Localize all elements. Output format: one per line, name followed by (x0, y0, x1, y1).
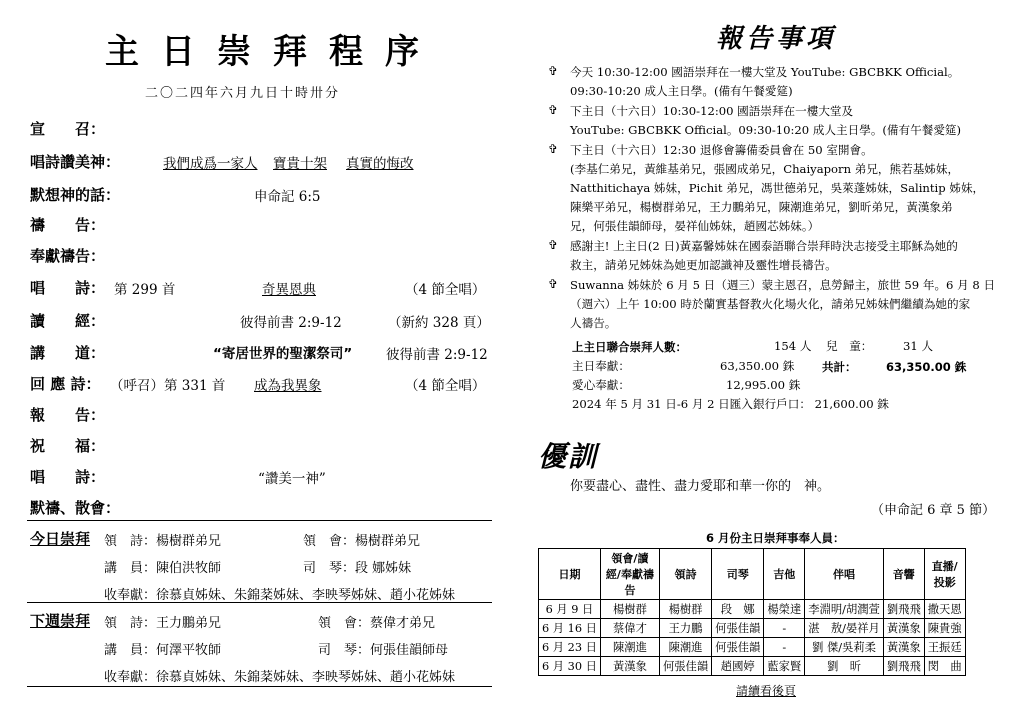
announce-label: 報 告： (30, 406, 106, 424)
reading-label: 讀 經： (30, 312, 106, 330)
hymn2-title: “讚美一神” (258, 471, 326, 487)
sunday-offering: 63,350.00 銖 (720, 359, 795, 373)
duty-cell: 楊樹群 (659, 600, 711, 619)
sermon-label: 講 道： (30, 344, 106, 362)
hymn-number: 第 299 首 (114, 282, 176, 298)
duty-cell: 6 月 23 日 (539, 638, 601, 657)
duty-header-row (539, 549, 966, 600)
duty-cell: 劉 傑/吳莉柔 (805, 638, 884, 657)
duty-cell: 趙國婷 (712, 657, 764, 676)
today-lead-hymn: 領 詩：楊樹群弟兄 (104, 534, 222, 549)
cross-icon: ✞ (548, 103, 559, 117)
duty-cell: 蔡偉才 (600, 619, 659, 638)
next-pianist: 司 琴：何張佳韻師母 (318, 643, 449, 658)
continue-note[interactable]: 請續看後頁 (736, 684, 797, 698)
hymn-label: 唱 詩： (30, 279, 106, 297)
notice-line: Natthitichaya 姊妹，Pichit 弟兄，馮世德弟兄，吳萊蓬姊妹，Salintip 姊妹， (570, 181, 985, 195)
duty-caption: 6 月份主日崇拜事奉人員： (706, 531, 845, 545)
response-title: 成為我異象 (254, 378, 322, 394)
duty-cell: 楊樹群 (600, 600, 659, 619)
duty-cell: 6 月 9 日 (539, 600, 601, 619)
sunday-offering-label: 主日奉獻： (572, 359, 630, 373)
duty-cell: 李淵明/胡潤萱 (805, 600, 884, 619)
reading-ref: 彼得前書 2:9-12 (240, 315, 342, 331)
notice-line: 今天 10:30-12:00 國語崇拜在一樓大堂及 YouTube: GBCBKK Official。 (570, 65, 960, 79)
next-lead-service: 領 會：蔡偉才弟兄 (318, 616, 436, 631)
motto-ref: （申命記 6 章 5 節） (871, 503, 996, 518)
divider-mid (27, 602, 492, 603)
love-offering: 12,995.00 銖 (726, 378, 801, 392)
call-label: 宣 召： (30, 120, 106, 138)
duty-header-cell: 日期 (539, 549, 601, 600)
duty-header-cell: 吉他 (764, 549, 805, 600)
duty-header-cell: 司琴 (712, 549, 764, 600)
duty-header-cell: 領詩 (659, 549, 711, 600)
duty-cell: 何張佳韻 (659, 657, 711, 676)
children-label: 兒 童： (826, 339, 873, 353)
duty-cell: 陳潮進 (600, 638, 659, 657)
love-offering-label: 愛心奉獻： (572, 378, 630, 392)
duty-cell: 段 娜 (712, 600, 764, 619)
duty-cell: 何張佳韻 (712, 638, 764, 657)
next-title: 下週崇拜 (30, 612, 91, 630)
today-lead-service: 領 會：楊樹群弟兄 (303, 534, 421, 549)
duty-cell: 陳潮進 (659, 638, 711, 657)
notice-line: 下主日（十六日）10:30-12:00 國語崇拜在一樓大堂及 (570, 104, 854, 118)
notice-line: (李基仁弟兄，黃維基弟兄，張國成弟兄，Chaiyaporn 弟兄，熊若基姊妹， (570, 162, 960, 176)
notice-line: （週六）上午 10:00 時於蘭實基督教火化場火化，請弟兄姊妹們繼續為她的家 (570, 297, 971, 311)
notice-line: 陳樂平弟兄，楊樹群弟兄，王力鵬弟兄，陳潮進弟兄，劉昕弟兄，黃漢象弟 (570, 200, 953, 214)
hymn2-label: 唱 詩： (30, 468, 106, 486)
notice-line: 救主，請弟兄姊妹為她更加認識神及靈性增長禱告。 (570, 258, 837, 272)
program-title: 主日崇拜程序 (105, 32, 441, 72)
hymn-1: 我們成爲一家人 (163, 156, 258, 172)
duty-cell: 撒天恩 (924, 600, 965, 619)
notice-line: YouTube: GBCBKK Official。09:30-10:20 成人主日學。(備有午餐愛筵) (570, 123, 962, 137)
service-date: 二〇二四年六月九日十時卅分 (145, 86, 341, 101)
prayer-label: 禱 告： (30, 216, 106, 234)
motto-title: 優訓 (538, 440, 599, 473)
duty-row (539, 657, 966, 676)
cross-icon: ✞ (548, 64, 559, 78)
duty-cell: 劉飛飛 (883, 600, 924, 619)
duty-header-cell: 伴唱 (805, 549, 884, 600)
next-speaker: 講 員：何澤平牧師 (104, 643, 222, 658)
meditation-verse: 申命記 6:5 (254, 189, 321, 205)
duty-header-cell: 直播/投影 (924, 549, 965, 600)
attendance-label: 上主日聯合崇拜人數： (572, 340, 687, 354)
duty-cell: 黃漢象 (600, 657, 659, 676)
hymn-2: 寶貴十架 (273, 156, 327, 172)
duty-body (539, 600, 966, 676)
duty-row (539, 600, 966, 619)
motto-text: 你要盡心、盡性、盡力愛耶和華一你的 神。 (570, 479, 831, 494)
duty-row (539, 619, 966, 638)
duty-cell: 何張佳韻 (712, 619, 764, 638)
notice-line: 感謝主! 上主日(2 日)黃嘉馨姊妹在國泰語聯合崇拜時決志接受主耶穌為她的 (570, 239, 958, 253)
closing-label: 默禱、散會： (30, 499, 121, 517)
response-note: （4 節全唱） (405, 378, 486, 394)
cross-icon: ✞ (548, 238, 559, 252)
next-offering: 收奉獻：徐慕貞姊妹、朱錦棻姊妹、李映琴姊妹、趙小花姊妹 (104, 670, 456, 685)
reading-note: （新約 328 頁） (388, 315, 490, 331)
attendance-adults: 154 人 (774, 339, 812, 353)
duty-header-cell: 領會/讀經/奉獻禱告 (600, 549, 659, 600)
bank-deposit: 2024 年 5 月 31 日-6 月 2 日匯入銀行戶口： 21,600.00 銖 (572, 397, 889, 411)
children-count: 31 人 (903, 339, 934, 353)
notice-line: 人禱告。 (570, 316, 617, 330)
notices-title: 報告事項 (716, 24, 837, 54)
duty-cell: 劉飛飛 (883, 657, 924, 676)
duty-cell: - (764, 619, 805, 638)
cross-icon: ✞ (548, 142, 559, 156)
cross-icon: ✞ (548, 277, 559, 291)
response-number: （呼召）第 331 首 (110, 378, 226, 394)
duty-cell: 黃漢象 (883, 638, 924, 657)
duty-cell: 陳貴強 (924, 619, 965, 638)
duty-row (539, 638, 966, 657)
sermon-title: “寄居世界的聖潔祭司” (213, 346, 353, 362)
divider-top (27, 520, 492, 521)
meditation-label: 默想神的話： (30, 186, 121, 204)
divider-bottom (27, 686, 492, 687)
hymn-note: （4 節全唱） (405, 282, 486, 298)
hymn-title: 奇異恩典 (262, 282, 316, 298)
duty-cell: - (764, 638, 805, 657)
duty-table (538, 548, 966, 676)
total-label: 共計： (822, 360, 857, 374)
duty-cell: 湛 敖/晏祥月 (805, 619, 884, 638)
notice-line: 09:30-10:20 成人主日學。(備有午餐愛筵) (570, 84, 793, 98)
duty-cell: 黃漢象 (883, 619, 924, 638)
hymn-3: 真實的悔改 (346, 156, 414, 172)
response-label: 回 應 詩： (30, 375, 101, 393)
blessing-label: 祝 福： (30, 437, 106, 455)
notice-line: Suwanna 姊妹於 6 月 5 日（週三）蒙主恩召，息勞歸主，旅世 59 年。6 月 8 日 (570, 278, 996, 292)
duty-cell: 6 月 30 日 (539, 657, 601, 676)
today-title: 今日崇拜 (30, 530, 91, 548)
duty-cell: 6 月 16 日 (539, 619, 601, 638)
today-speaker: 講 員：陳伯洪牧師 (104, 561, 222, 576)
duty-header-cell: 音響 (883, 549, 924, 600)
today-offering: 收奉獻：徐慕貞姊妹、朱錦棻姊妹、李映琴姊妹、趙小花姊妹 (104, 588, 456, 603)
sermon-ref: 彼得前書 2:9-12 (386, 347, 488, 363)
total-amount: 63,350.00 銖 (886, 360, 967, 374)
duty-cell: 王力鵬 (659, 619, 711, 638)
notice-line: 下主日（十六日）12:30 退修會籌備委員會在 50 室開會。 (570, 143, 873, 157)
duty-cell: 藍家賢 (764, 657, 805, 676)
duty-cell: 劉 昕 (805, 657, 884, 676)
hymns-label: 唱詩讚美神： (30, 153, 121, 171)
offering-prayer-label: 奉獻禱告： (30, 247, 106, 265)
duty-cell: 閔 曲 (924, 657, 965, 676)
today-pianist: 司 琴：段 娜姊妹 (303, 561, 412, 576)
notice-line: 兄，何張佳韻師母，晏祥仙姊妹，趙國芯姊妹。） (570, 219, 820, 233)
duty-cell: 王振廷 (924, 638, 965, 657)
next-lead-hymn: 領 詩：王力鵬弟兄 (104, 616, 222, 631)
duty-cell: 楊榮達 (764, 600, 805, 619)
